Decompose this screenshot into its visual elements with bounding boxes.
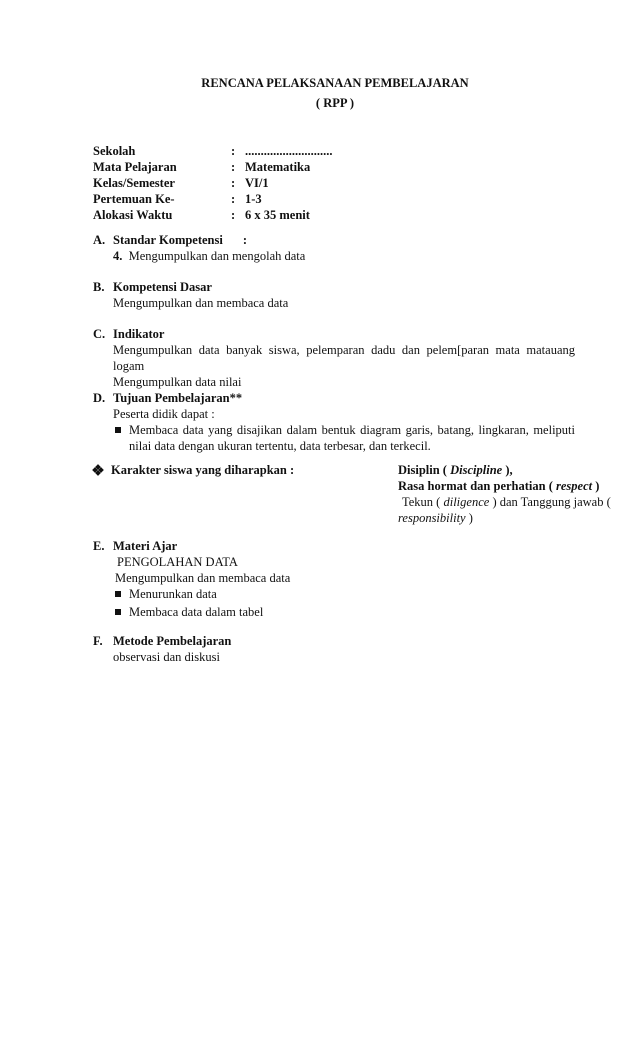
bullet-item xyxy=(93,586,575,602)
section-letter: F. xyxy=(93,634,103,648)
section-heading xyxy=(93,390,575,406)
section-letter: A. xyxy=(93,233,106,247)
section-title: Indikator xyxy=(113,327,165,341)
indicator-line: Mengumpulkan data nilai xyxy=(113,375,242,389)
bullet-item xyxy=(93,604,575,620)
identity-value: 6 x 35 menit xyxy=(245,208,310,222)
identity-key: Alokasi Waktu xyxy=(93,208,173,222)
materi-line: Mengumpulkan dan membaca data xyxy=(115,571,291,585)
karakter-value xyxy=(398,462,578,478)
item-text: Mengumpulkan dan mengolah data xyxy=(128,249,306,263)
section-title: Metode Pembelajaran xyxy=(113,634,232,648)
section-heading xyxy=(93,326,575,342)
karakter-text: ) xyxy=(595,479,600,493)
karakter-text: ), xyxy=(505,463,513,477)
karakter-text: Disiplin ( xyxy=(398,463,447,477)
section-standar-kompetensi xyxy=(93,232,575,264)
identity-row xyxy=(93,143,333,159)
section-colon: : xyxy=(242,233,248,247)
identity-key: Sekolah xyxy=(93,144,136,158)
identity-table xyxy=(93,143,333,223)
document-subtitle: ( RPP ) xyxy=(315,96,355,110)
section-letter: D. xyxy=(93,391,106,405)
square-bullet-icon xyxy=(115,427,121,433)
section-heading xyxy=(93,538,575,554)
diamond-bullet-icon xyxy=(93,465,103,475)
section-heading xyxy=(93,633,575,649)
section-title: Standar Kompetensi xyxy=(113,233,223,247)
item-number: 4. xyxy=(113,249,123,263)
identity-row xyxy=(93,191,333,207)
karakter-term: diligence xyxy=(443,495,490,509)
identity-key: Kelas/Semester xyxy=(93,176,175,190)
identity-row xyxy=(93,159,333,175)
identity-key: Pertemuan Ke- xyxy=(93,192,175,206)
identity-colon: : xyxy=(231,208,236,222)
bullet-continuation: nilai data dengan ukuran tertentu, data terbesar, dan terkecil. xyxy=(129,439,431,453)
section-tujuan-pembelajaran xyxy=(93,390,575,454)
section-title: Kompetensi Dasar xyxy=(113,280,212,294)
karakter-label: Karakter siswa yang diharapkan : xyxy=(111,463,295,477)
karakter-value xyxy=(398,510,578,526)
identity-row xyxy=(93,207,333,223)
identity-colon: : xyxy=(231,144,236,158)
bullet-text: Membaca data dalam tabel xyxy=(129,605,264,619)
karakter-term: Discipline xyxy=(450,463,503,477)
document-title: RENCANA PELAKSANAAN PEMBELAJARAN xyxy=(201,76,469,90)
identity-colon: : xyxy=(231,176,236,190)
identity-colon: : xyxy=(231,160,236,174)
square-bullet-icon xyxy=(115,609,121,615)
section-letter: C. xyxy=(93,327,106,341)
section-materi-ajar xyxy=(93,538,575,620)
bullet-text: Membaca data yang disajikan dalam bentuk diagram garis, batang, lingkaran, meliputi xyxy=(129,423,575,437)
section-heading xyxy=(93,279,575,295)
section-text: Mengumpulkan dan membaca data xyxy=(113,296,289,310)
section-item xyxy=(93,248,575,264)
karakter-value xyxy=(398,478,600,494)
section-indikator xyxy=(93,326,575,390)
section-title: Tujuan Pembelajaran** xyxy=(113,391,243,405)
indicator-line: Mengumpulkan data banyak siswa, pelemparan dadu dan pelem[paran mata matauang xyxy=(113,343,575,357)
karakter-term: responsibility xyxy=(398,511,466,525)
karakter-term: respect xyxy=(556,479,593,493)
identity-value: Matematika xyxy=(245,160,311,174)
section-title: Materi Ajar xyxy=(113,539,178,553)
materi-line: PENGOLAHAN DATA xyxy=(117,555,238,569)
bullet-item xyxy=(93,422,575,438)
identity-value: ............................ xyxy=(245,144,333,158)
section-letter: B. xyxy=(93,280,105,294)
section-kompetensi-dasar xyxy=(93,279,575,311)
karakter-text: Tekun ( xyxy=(402,495,441,509)
identity-row xyxy=(93,175,333,191)
section-karakter xyxy=(93,462,611,525)
identity-value: VI/1 xyxy=(245,176,269,190)
bullet-text: Menurunkan data xyxy=(129,587,217,601)
section-letter: E. xyxy=(93,539,105,553)
section-heading xyxy=(93,232,575,248)
section-intro: Peserta didik dapat : xyxy=(113,407,215,421)
karakter-text: ) dan Tanggung jawab ( xyxy=(492,495,611,509)
karakter-text: ) xyxy=(468,511,473,525)
karakter-text: Rasa hormat dan perhatian ( xyxy=(398,479,553,493)
section-metode-pembelajaran xyxy=(93,633,575,665)
section-text: observasi dan diskusi xyxy=(113,650,220,664)
identity-value: 1-3 xyxy=(245,192,262,206)
identity-key: Mata Pelajaran xyxy=(93,160,177,174)
square-bullet-icon xyxy=(115,591,121,597)
identity-colon: : xyxy=(231,192,236,206)
indicator-line: logam xyxy=(113,359,145,373)
karakter-value xyxy=(398,494,638,510)
